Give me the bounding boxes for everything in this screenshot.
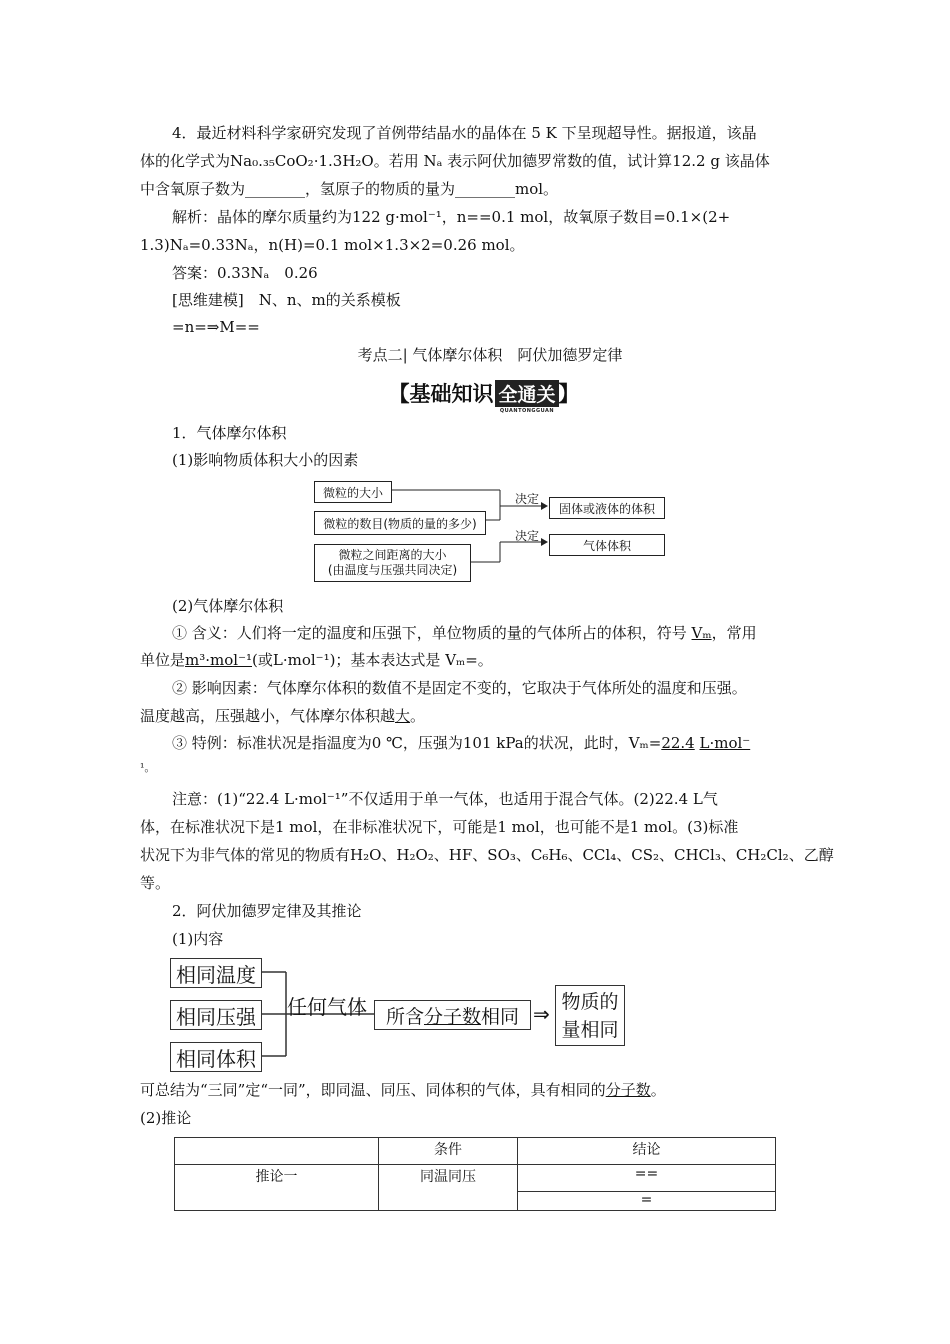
p1-title: 1．气体摩尔体积 — [172, 424, 287, 442]
q4-answer: 答案：0.33Nₐ 0.26 — [172, 264, 318, 282]
c3-answer-1: 22.4 — [661, 734, 695, 752]
q4-line1: 4．最近材料科学家研究发现了首例带结晶水的晶体在 5 K 下呈现超导性。据报道，该晶 — [172, 124, 757, 142]
decide-label-2: 决定 — [515, 529, 540, 543]
box-particle-count: 微粒的数目(物质的量的多少) — [314, 511, 486, 535]
c1-unit: m³·mol⁻¹ — [185, 651, 253, 669]
box-same-pressure: 相同压强 — [170, 1000, 262, 1030]
decide-label-1: 决定 — [515, 492, 540, 506]
note-line2: 体，在标准状况下是1 mol，在非标准状况下，可能是1 mol，也可能不是1 mol。(3)标准 — [140, 818, 739, 836]
c1a: ① 含义：人们将一定的温度和压强下，单位物质的量的气体所占的体积，符号 — [172, 624, 692, 642]
header-condition: 条件 — [379, 1138, 518, 1165]
box-same-volume: 相同体积 — [170, 1042, 262, 1072]
c3-answer-2: L·mol⁻ — [699, 734, 751, 752]
corollary-table — [174, 1137, 776, 1211]
header-conclusion: 结论 — [518, 1138, 776, 1165]
p2-sub1: (1)内容 — [172, 930, 224, 948]
box-particle-distance: 微粒之间距离的大小 (由温度与压强共同决定) — [314, 544, 471, 582]
box-solid-liquid-volume: 固体或液体的体积 — [549, 497, 665, 519]
q4-formula: =n=⇒M== — [172, 318, 260, 336]
banner-close: 】 — [558, 382, 580, 406]
label-any-gas: 任何气体 — [287, 995, 367, 1019]
contain-molecules: 分子数 — [423, 1005, 481, 1028]
summary-molecules: 分子数 — [605, 1081, 651, 1099]
table-row — [175, 1165, 776, 1192]
table-header-row — [175, 1138, 776, 1165]
q4-line2: 体的化学式为Na₀.₃₅CoO₂·1.3H₂O。若用 Nₐ 表示阿伏加德罗常数的值，试计算12.2 g 该晶体 — [140, 152, 770, 170]
c3a: ③ 特例：标准状况是指温度为0 ℃，压强为101 kPa的状况，此时，Vₘ= — [172, 734, 662, 752]
p2-sub2: (2)推论 — [140, 1109, 192, 1127]
p1-sub2: (2)气体摩尔体积 — [172, 597, 284, 615]
summary-b: 。 — [650, 1081, 666, 1099]
q4-analysis2: 1.3)Nₐ=0.33Nₐ，n(H)=0.1 mol×1.3×2=0.26 mol。 — [140, 236, 525, 254]
note-line3: 状况下为非气体的常见的物质有H₂O、H₂O₂、HF、SO₃、C₆H₆、CCl₄、CS₂、CHCl₃、CH₂Cl₂、乙醇 — [140, 846, 834, 864]
q4-analysis1: 解析：晶体的摩尔质量约为122 g·mol⁻¹，n==0.1 mol，故氧原子数目=0.1×(2+ — [172, 208, 731, 226]
banner-text: 【基础知识 — [388, 382, 494, 406]
c1d: (或L·mol⁻¹)；基本表达式是 Vₘ=。 — [252, 651, 493, 669]
p1-c3-line1 — [172, 733, 750, 753]
p2-title: 2．阿伏加德罗定律及其推论 — [172, 902, 362, 920]
box-particle-size: 微粒的大小 — [314, 481, 392, 503]
c1c: 单位是 — [140, 651, 186, 669]
note-line1: 注意：(1)“22.4 L·mol⁻¹”不仅适用于单一气体，也适用于混合气体。(2)22.4 L气 — [172, 790, 718, 808]
row1-name: 推论一 — [175, 1165, 379, 1211]
p1-c3-line2: ¹。 — [140, 761, 156, 774]
p1-c1-line1 — [172, 623, 757, 643]
c2b: 温度越高，压强越小，气体摩尔体积越 — [140, 707, 396, 725]
box-same-molecules — [374, 1000, 531, 1030]
contain-b: 相同 — [481, 1005, 520, 1028]
box-gas-volume: 气体体积 — [549, 534, 665, 556]
box-same-temperature: 相同温度 — [170, 958, 262, 988]
section-title: 考点二| 气体摩尔体积 阿伏加德罗定律 — [357, 346, 623, 364]
c1-symbol: Vₘ — [691, 624, 712, 642]
implies-arrow: ⇒ — [533, 1002, 550, 1026]
p1-sub1: (1)影响物质体积大小的因素 — [172, 451, 359, 469]
p2-summary — [140, 1080, 666, 1100]
row1-conclusion-1: == — [518, 1165, 776, 1192]
q4-line3: 中含氧原子数为________，氢原子的物质的量为________mol。 — [140, 180, 559, 198]
c2-answer: 大 — [395, 707, 411, 725]
row1-condition: 同温同压 — [379, 1165, 518, 1211]
box-same-amount: 物质的 量相同 — [555, 985, 625, 1046]
row1-conclusion-2: = — [518, 1192, 776, 1211]
banner-inverse-sub: QUANTONGGUAN — [499, 407, 555, 414]
banner-inverse — [495, 380, 558, 414]
c1b: ，常用 — [711, 624, 757, 642]
p1-c2-line1: ② 影响因素：气体摩尔体积的数值不是固定不变的，它取决于气体所处的温度和压强。 — [172, 679, 747, 697]
note-line4: 等。 — [140, 874, 171, 892]
header-empty — [175, 1138, 379, 1165]
p1-c2-line2 — [140, 706, 425, 726]
basic-knowledge-banner — [380, 378, 588, 414]
p1-c1-line2 — [140, 650, 493, 670]
q4-model: [思维建模] N、n、m的关系模板 — [172, 291, 401, 309]
contain-a: 所含 — [385, 1005, 424, 1028]
summary-a: 可总结为“三同”定“一同”，即同温、同压、同体积的气体，具有相同的 — [140, 1081, 606, 1099]
banner-inverse-text: 全通关 — [498, 383, 556, 406]
c2c: 。 — [410, 707, 426, 725]
